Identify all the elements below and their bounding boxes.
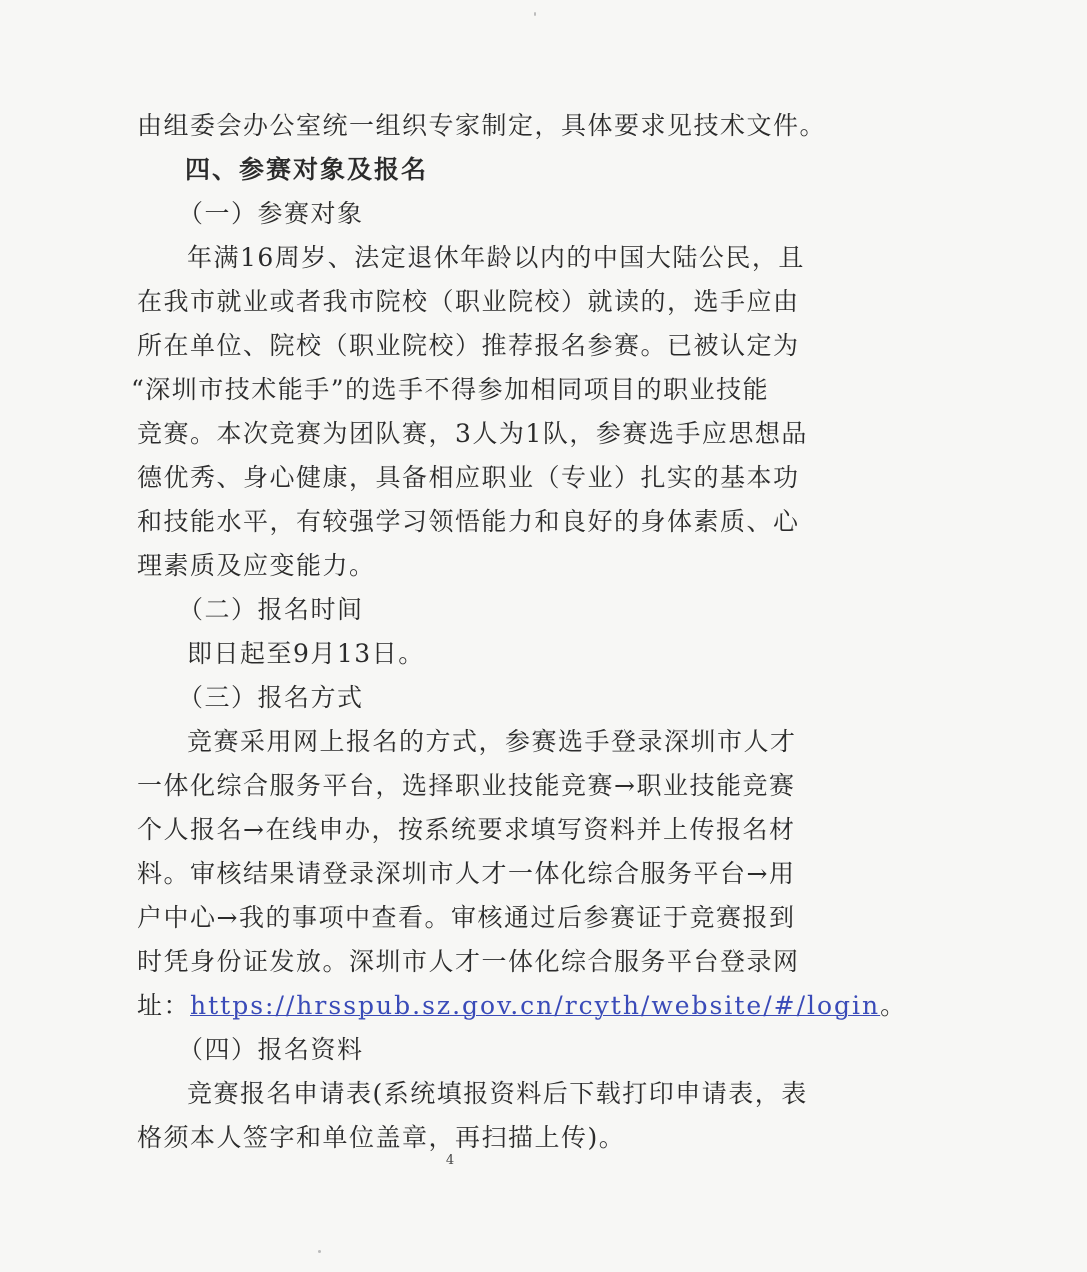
paragraph-line: 竞赛。本次竞赛为团队赛，3人为1队，参赛选手应思想品 (137, 419, 808, 448)
subsection-heading: （二）报名时间 (178, 595, 364, 624)
subsection-heading: （一）参赛对象 (178, 199, 364, 228)
scan-speck (318, 1250, 321, 1253)
paragraph-line: 个人报名→在线申办，按系统要求填写资料并上传报名材 (137, 815, 796, 844)
paragraph-line: 由组委会办公室统一组织专家制定，具体要求见技术文件。 (137, 111, 827, 140)
address-prefix: 址： (137, 991, 191, 1020)
section-heading: 四、参赛对象及报名 (185, 155, 429, 184)
paragraph-line: 即日起至9月13日。 (187, 639, 425, 668)
paragraph-line: 时凭身份证发放。深圳市人才一体化综合服务平台登录网 (137, 947, 800, 976)
address-suffix: 。 (880, 991, 907, 1020)
paragraph-line: 在我市就业或者我市院校（职业院校）就读的，选手应由 (137, 287, 800, 316)
paragraph-line: 德优秀、身心健康，具备相应职业（专业）扎实的基本功 (137, 463, 800, 492)
address-line (137, 988, 1037, 1024)
paragraph-line: 一体化综合服务平台，选择职业技能竞赛→职业技能竞赛 (137, 771, 796, 800)
paragraph-line: 料。审核结果请登录深圳市人才一体化综合服务平台→用 (137, 859, 796, 888)
paragraph-line: 和技能水平，有较强学习领悟能力和良好的身体素质、心 (137, 507, 800, 536)
paragraph-line: 竞赛报名申请表(系统填报资料后下载打印申请表，表 (187, 1079, 808, 1108)
paragraph-line: 所在单位、院校（职业院校）推荐报名参赛。已被认定为 (137, 331, 800, 360)
scan-speck (534, 12, 536, 16)
subsection-heading: （三）报名方式 (178, 683, 364, 712)
subsection-heading: （四）报名资料 (178, 1035, 364, 1064)
paragraph-line: 格须本人签字和单位盖章，再扫描上传)。 (137, 1123, 626, 1152)
paragraph-line: 理素质及应变能力。 (137, 551, 376, 580)
login-url-link[interactable]: https://hrsspub.sz.gov.cn/rcyth/website/#/login (190, 991, 881, 1020)
page-number: 4 (445, 1153, 455, 1168)
paragraph-line: 竞赛采用网上报名的方式，参赛选手登录深圳市人才 (187, 727, 797, 756)
paragraph-line: 户中心→我的事项中查看。审核通过后参赛证于竞赛报到 (137, 903, 796, 932)
paragraph-line: 年满16周岁、法定退休年龄以内的中国大陆公民，且 (187, 243, 805, 272)
paragraph-line: “深圳市技术能手”的选手不得参加相同项目的职业技能 (131, 375, 770, 404)
